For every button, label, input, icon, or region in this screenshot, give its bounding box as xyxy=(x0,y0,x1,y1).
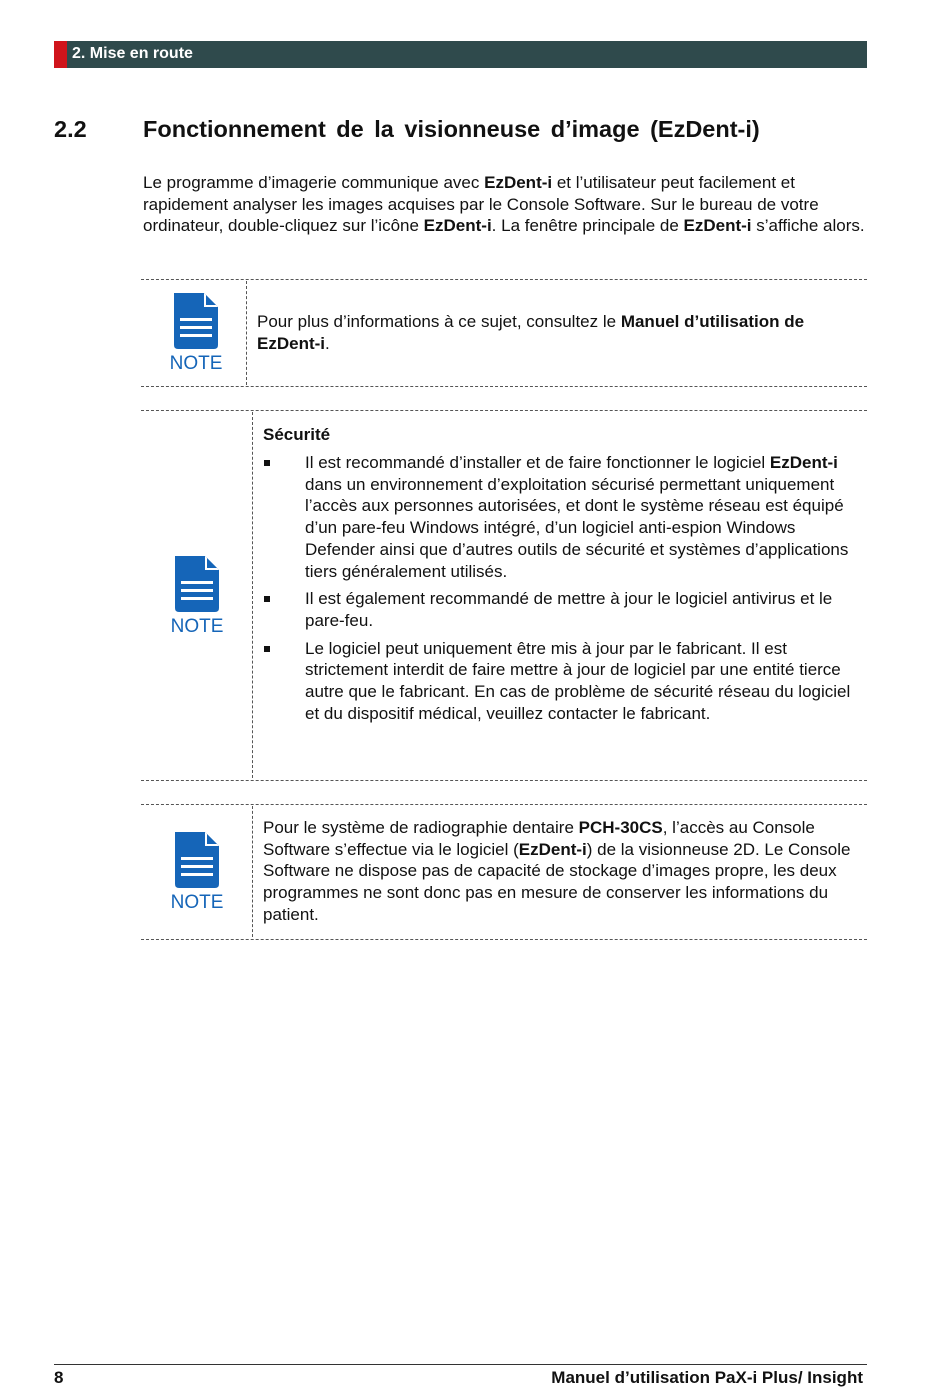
note-label: NOTE xyxy=(170,892,224,913)
note-label: NOTE xyxy=(170,616,224,637)
note-divider xyxy=(252,806,253,937)
security-note xyxy=(263,424,857,730)
note-divider xyxy=(252,412,253,778)
note-1-text xyxy=(257,311,857,354)
chapter-header-bar xyxy=(54,41,867,68)
section-number: 2.2 xyxy=(54,116,87,142)
footer-rule xyxy=(54,1364,867,1365)
item-bold: EzDent-i xyxy=(769,453,838,472)
note-divider xyxy=(141,780,867,781)
note-3-text-2: , l’accès au Console Software s’effectue via le logiciel ( xyxy=(263,818,815,859)
bullet xyxy=(264,596,270,602)
list-item xyxy=(263,638,857,725)
intro-text-4: s’affiche alors. xyxy=(751,216,865,236)
note-label: NOTE xyxy=(169,353,223,374)
chapter-title: 2. Mise en route xyxy=(72,45,193,62)
note-3-text-3: ) de la visionneuse 2D. Le Console Software ne dispose pas de capacité de stockage d’images propre, les deux programmes ne sont donc pas en mesure de conserver les informations du patient. xyxy=(263,839,851,924)
note-divider xyxy=(141,386,867,387)
security-title: Sécurité xyxy=(263,425,331,444)
note-box-1 xyxy=(141,279,867,387)
intro-bold-1: EzDent-i xyxy=(484,173,553,192)
note-icon-group xyxy=(166,291,226,375)
note-icon-group xyxy=(167,554,227,638)
note-3-bold-2: EzDent-i xyxy=(518,839,587,859)
note-3-text xyxy=(263,817,857,926)
note-1-text-2: . xyxy=(325,333,330,353)
note-1-bold: Manuel d’utilisation de EzDent-i xyxy=(257,312,805,353)
item-text: Il est également recommandé de mettre à jour le logiciel antivirus et le pare-feu. xyxy=(305,589,833,630)
intro-text-1: Le programme d’imagerie communique avec xyxy=(143,173,485,192)
item-text: Il est recommandé d’installer et de faire fonctionner le logiciel xyxy=(305,453,770,472)
document-note-icon xyxy=(166,291,226,353)
page-number: 8 xyxy=(54,1368,64,1387)
note-divider xyxy=(141,410,867,411)
note-divider xyxy=(246,281,247,385)
list-item xyxy=(263,452,857,582)
header-accent xyxy=(54,41,67,68)
note-divider xyxy=(141,939,867,940)
note-1-text-1: Pour plus d’informations à ce sujet, consultez le xyxy=(257,312,621,331)
document-note-icon xyxy=(167,830,227,892)
item-text: dans un environnement d’exploitation sécurisé permettant uniquement l’accès aux personnes autorisées, et dont le système réseau est équipé d’un pare-feu Windows intégré, d’un logiciel anti-espion Windows Defender ainsi que d’autres outils de sécurité et systèmes d’applications tiers généralement utilisés. xyxy=(305,474,849,581)
intro-text-2: et l’utilisateur peut facilement et rapidement analyser les images acquises par le Console Software. Sur le bureau de votre ordinateur, double-cliquez sur l’icône xyxy=(143,173,819,236)
document-note-icon xyxy=(167,554,227,616)
note-3-bold-1: PCH-30CS xyxy=(578,818,663,837)
security-list xyxy=(263,452,857,724)
intro-bold-3: EzDent-i xyxy=(683,216,752,236)
note-icon-group xyxy=(167,830,227,914)
intro-bold-2: EzDent-i xyxy=(423,216,492,236)
note-divider xyxy=(141,279,867,280)
bullet xyxy=(264,460,270,466)
note-divider xyxy=(141,804,867,805)
bullet xyxy=(264,646,270,652)
list-item xyxy=(263,588,857,631)
note-box-3 xyxy=(141,804,867,940)
intro-paragraph xyxy=(143,172,869,237)
note-3-text-1: Pour le système de radiographie dentaire xyxy=(263,818,579,837)
section-title: Fonctionnement de la visionneuse d’image (EzDent-i) xyxy=(143,116,760,142)
manual-title: Manuel d’utilisation PaX-i Plus/ Insight xyxy=(551,1368,863,1387)
item-text: Le logiciel peut uniquement être mis à jour par le fabricant. Il est strictement interdit de faire mettre à jour de logiciel par une entité tierce autre que le fabricant. En cas de problème de sécurité réseau du logiciel et du dispositif médical, veuillez contacter le fabricant. xyxy=(305,638,851,723)
note-box-2 xyxy=(141,410,867,781)
intro-text-3: . La fenêtre principale de xyxy=(491,216,684,236)
